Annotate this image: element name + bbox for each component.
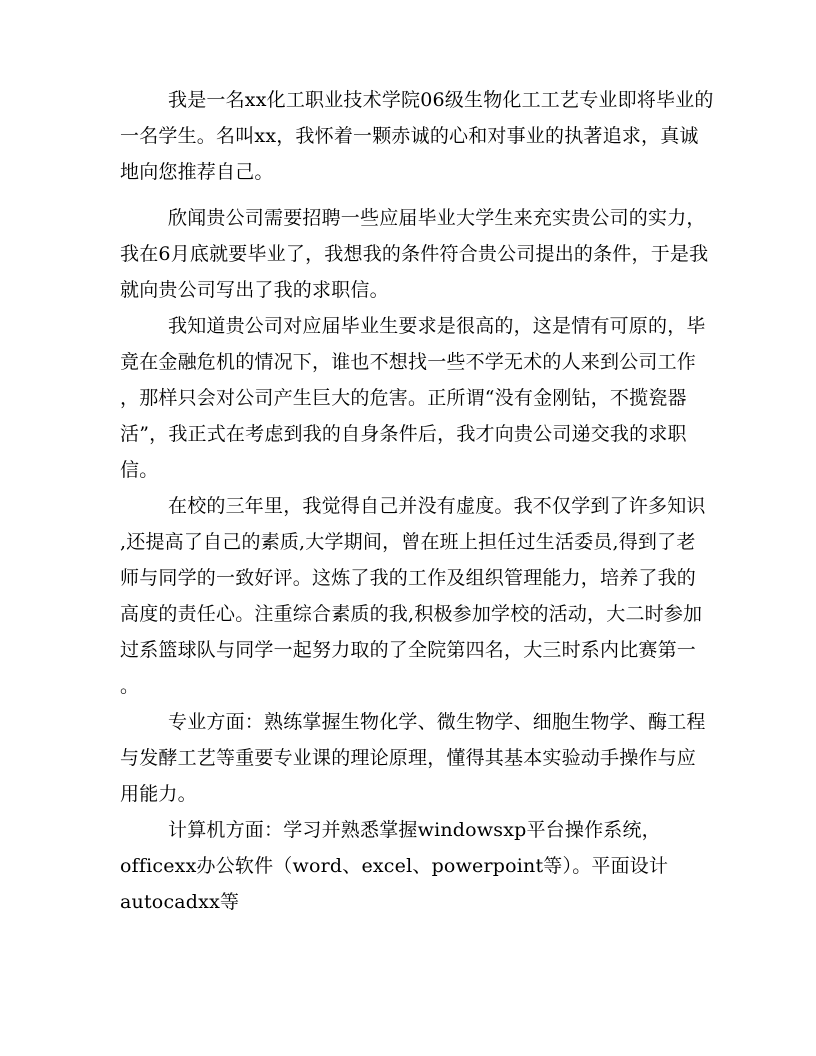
paragraph-3-line-2: 竟在金融危机的情况下，谁也不想找一些不学无术的人来到公司工作	[120, 351, 697, 373]
paragraph-3-line-1: 我知道贵公司对应届毕业生要求是很高的，这是情有可原的，毕	[168, 315, 706, 337]
paragraph-3-line-4: 活”，我正式在考虑到我的自身条件后，我才向贵公司递交我的求职	[120, 423, 687, 445]
paragraph-3-line-3: ，那样只会对公司产生巨大的危害。正所谓“没有金刚钻，不揽瓷器	[120, 387, 687, 409]
paragraph-2-line-2: 我在6月底就要毕业了，我想我的条件符合贵公司提出的条件，于是我	[120, 243, 709, 265]
paragraph-6-line-1: 计算机方面：学习并熟悉掌握windowsxp平台操作系统，	[168, 819, 661, 841]
paragraph-5-line-3: 用能力。	[120, 783, 197, 805]
paragraph-6-line-3: autocadxx等	[120, 891, 240, 913]
paragraph-4-line-5: 过系篮球队与同学一起努力取的了全院第四名，大三时系内比赛第一	[120, 639, 697, 661]
paragraph-4-line-3: 师与同学的一致好评。这炼了我的工作及组织管理能力，培养了我的	[120, 567, 697, 589]
paragraph-1-line-2: 一名学生。名叫xx，我怀着一颗赤诚的心和对事业的执著追求，真诚	[120, 125, 699, 147]
paragraph-2-line-3: 就向贵公司写出了我的求职信。	[120, 279, 389, 301]
paragraph-2-line-1: 欣闻贵公司需要招聘一些应届毕业大学生来充实贵公司的实力，	[168, 207, 706, 229]
paragraph-4-line-4: 高度的责任心。注重综合素质的我,积极参加学校的活动，大二时参加	[120, 603, 703, 625]
paragraph-1-line-3: 地向您推荐自己。	[120, 161, 274, 183]
paragraph-6-line-2: officexx办公软件（word、excel、powerpoint等）。平面设计	[120, 855, 669, 877]
paragraph-4-line-2: ,还提高了自己的素质,大学期间，曾在班上担任过生活委员,得到了老	[120, 531, 696, 553]
paragraph-1-line-1: 我是一名xx化工职业技术学院06级生物化工工艺专业即将毕业的	[168, 89, 714, 111]
paragraph-4-line-6: 。	[120, 675, 140, 697]
paragraph-4-line-1: 在校的三年里，我觉得自己并没有虚度。我不仅学到了许多知识	[168, 495, 706, 517]
paragraph-3-line-5: 信。	[120, 459, 159, 481]
paragraph-5-line-2: 与发酵工艺等重要专业课的理论原理，懂得其基本实验动手操作与应	[120, 747, 697, 769]
paragraph-5-line-1: 专业方面：熟练掌握生物化学、微生物学、细胞生物学、酶工程	[168, 711, 706, 733]
